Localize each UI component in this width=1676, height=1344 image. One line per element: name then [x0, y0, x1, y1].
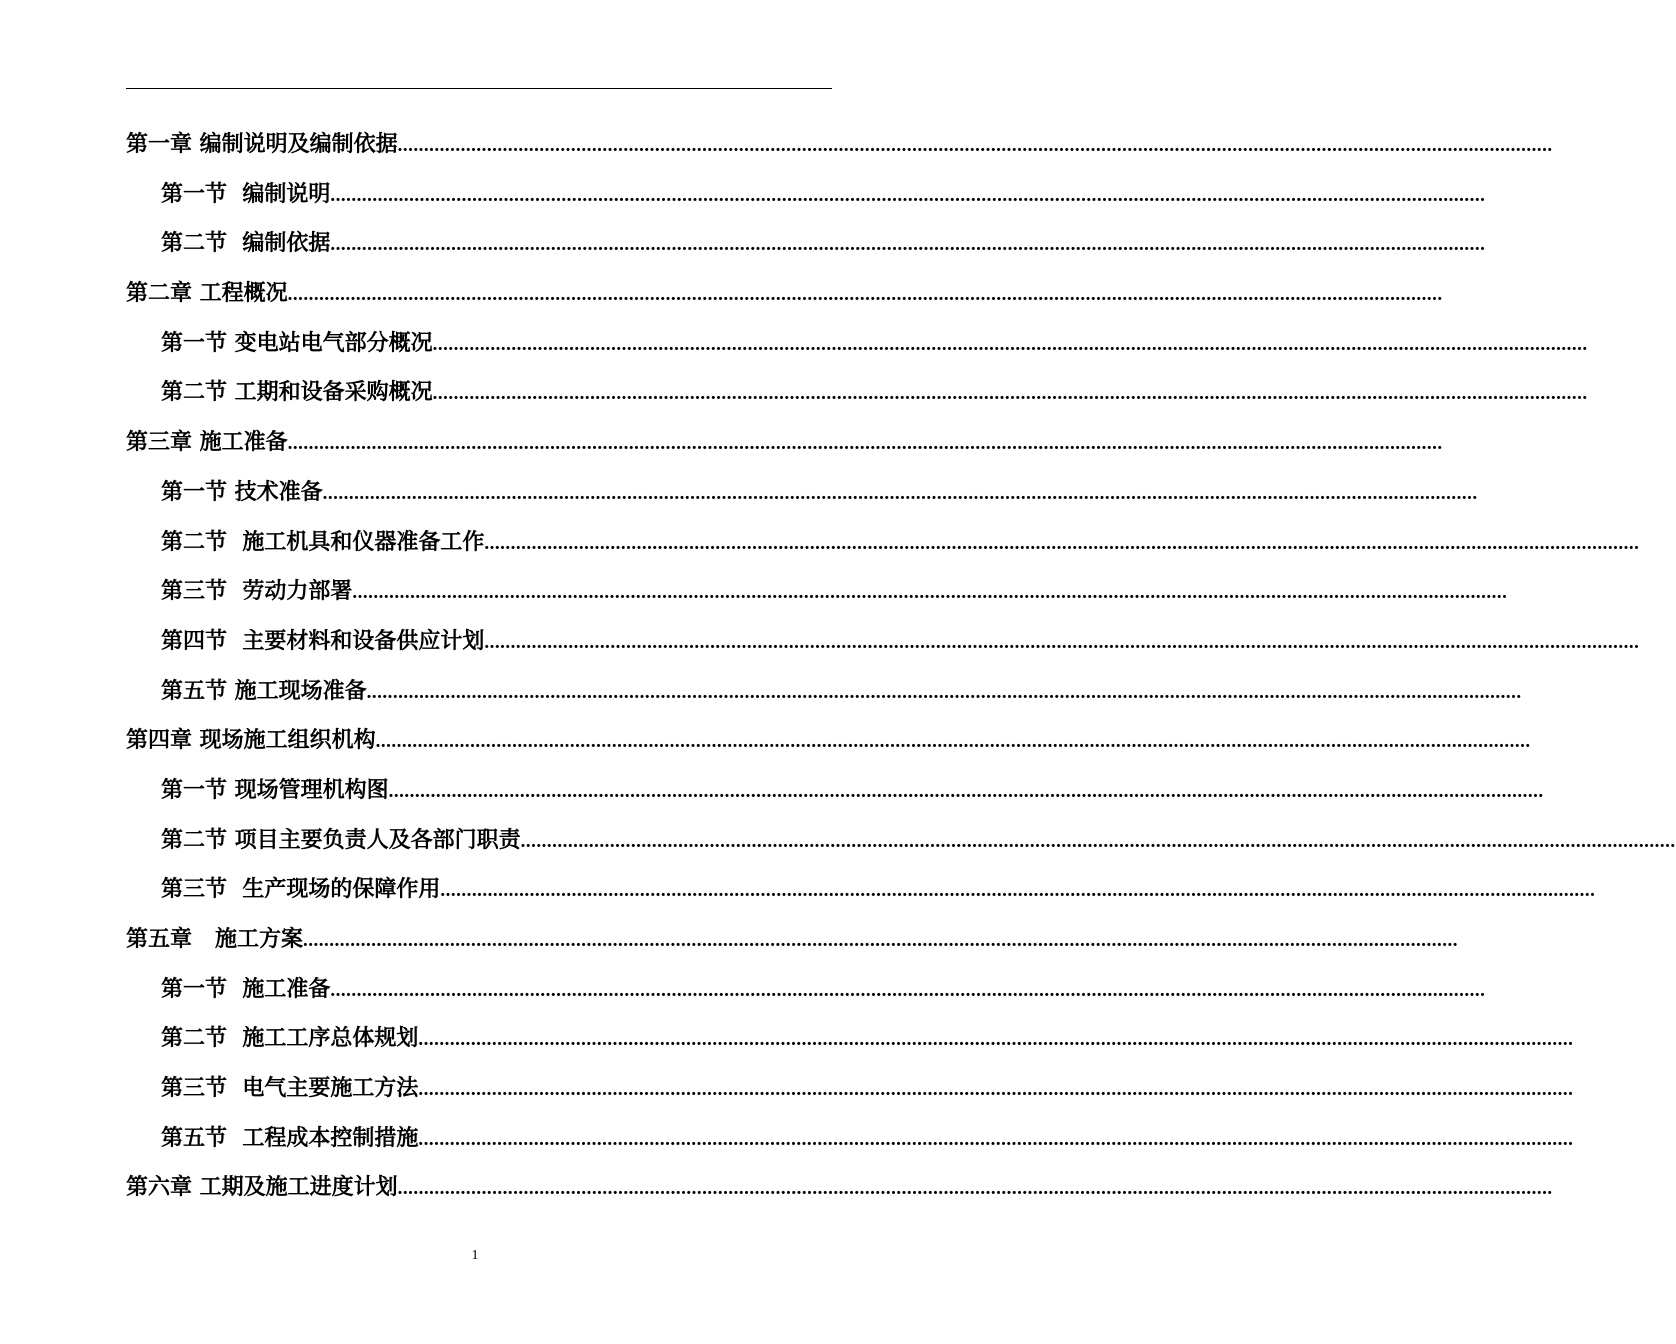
- toc-chapter-entry[interactable]: [126, 418, 1443, 468]
- toc-entry-title: 第三章 施工准备: [126, 430, 288, 456]
- toc-section-entry[interactable]: [126, 1064, 1574, 1114]
- toc-entry-title: 第一节 编制说明: [161, 181, 331, 207]
- toc-dot-leader: ............................................................................................................................................................................................................................: [287, 284, 1443, 306]
- toc-dot-leader: ............................................................................................................................................................................................................................: [388, 780, 1544, 802]
- toc-chapter-entry[interactable]: [126, 120, 1553, 170]
- toc-dot-leader: ............................................................................................................................................................................................................................: [322, 482, 1478, 504]
- header-rule: [126, 88, 832, 89]
- toc-dot-leader: ............................................................................................................................................................................................................................: [330, 234, 1486, 256]
- toc-section-entry[interactable]: [126, 766, 1544, 816]
- toc-chapter-entry[interactable]: [126, 716, 1531, 766]
- toc-dot-leader: ............................................................................................................................................................................................................................: [330, 184, 1486, 206]
- toc-section-entry[interactable]: [126, 170, 1486, 220]
- toc-section-entry[interactable]: [126, 1114, 1574, 1164]
- toc-dot-leader: ............................................................................................................................................................................................................................: [397, 1178, 1553, 1200]
- toc-chapter-entry[interactable]: [126, 1163, 1553, 1213]
- toc-section-entry[interactable]: [126, 567, 1508, 617]
- toc-section-entry[interactable]: [126, 468, 1478, 518]
- toc-section-entry[interactable]: [126, 816, 1676, 866]
- toc-section-entry[interactable]: [126, 1014, 1574, 1064]
- toc-dot-leader: ............................................................................................................................................................................................................................: [432, 383, 1588, 405]
- table-of-contents: [126, 120, 1676, 1213]
- toc-entry-title: 第四章 现场施工组织机构: [126, 728, 376, 754]
- toc-entry-title: 第五章 施工方案: [126, 927, 303, 952]
- toc-entry-title: 第二节 编制依据: [161, 231, 331, 257]
- toc-entry-title: 第一节 技术准备: [161, 479, 323, 505]
- toc-section-entry[interactable]: [126, 518, 1640, 568]
- toc-section-entry[interactable]: [126, 667, 1522, 717]
- toc-dot-leader: ............................................................................................................................................................................................................................: [484, 631, 1640, 653]
- toc-entry-title: 第五节 施工现场准备: [161, 678, 367, 704]
- toc-dot-leader: ............................................................................................................................................................................................................................: [287, 433, 1443, 455]
- toc-dot-leader: ............................................................................................................................................................................................................................: [375, 731, 1531, 753]
- toc-entry-title: 第一章 编制说明及编制依据: [126, 132, 398, 157]
- toc-dot-leader: ............................................................................................................................................................................................................................: [432, 333, 1588, 355]
- toc-dot-leader: ............................................................................................................................................................................................................................: [520, 830, 1676, 852]
- toc-chapter-entry[interactable]: [126, 915, 1458, 965]
- toc-section-entry[interactable]: [126, 617, 1640, 667]
- toc-dot-leader: ............................................................................................................................................................................................................................: [330, 979, 1486, 1001]
- toc-dot-leader: ............................................................................................................................................................................................................................: [418, 1029, 1574, 1051]
- toc-dot-leader: ............................................................................................................................................................................................................................: [397, 135, 1553, 156]
- toc-entry-title: 第三节 生产现场的保障作用: [161, 877, 441, 903]
- toc-entry-title: 第六章 工期及施工进度计划: [126, 1175, 398, 1201]
- toc-section-entry[interactable]: [126, 865, 1596, 915]
- toc-entry-title: 第一节 施工准备: [161, 976, 331, 1002]
- toc-entry-title: 第一节 现场管理机构图: [161, 777, 389, 803]
- toc-entry-title: 第二节 施工工序总体规划: [161, 1026, 419, 1052]
- toc-entry-title: 第五节 工程成本控制措施: [161, 1125, 419, 1151]
- page-number: 1: [471, 1248, 479, 1263]
- toc-entry-title: 第三节 电气主要施工方法: [161, 1076, 419, 1102]
- toc-dot-leader: ............................................................................................................................................................................................................................: [302, 930, 1458, 951]
- toc-dot-leader: ............................................................................................................................................................................................................................: [440, 880, 1596, 902]
- toc-section-entry[interactable]: [126, 368, 1588, 418]
- toc-dot-leader: ............................................................................................................................................................................................................................: [366, 681, 1522, 703]
- toc-entry-title: 第三节 劳动力部署: [161, 579, 353, 605]
- toc-entry-title: 第二章 工程概况: [126, 281, 288, 307]
- toc-entry-title: 第一节 变电站电气部分概况: [161, 330, 433, 356]
- toc-entry-title: 第二节 项目主要负责人及各部门职责: [161, 827, 521, 853]
- toc-entry-title: 第四节 主要材料和设备供应计划: [161, 628, 485, 654]
- toc-section-entry[interactable]: [126, 319, 1588, 369]
- toc-section-entry[interactable]: [126, 219, 1486, 269]
- toc-entry-title: 第二节 工期和设备采购概况: [161, 380, 433, 406]
- toc-dot-leader: ............................................................................................................................................................................................................................: [418, 1079, 1574, 1101]
- toc-dot-leader: ............................................................................................................................................................................................................................: [352, 582, 1508, 604]
- toc-chapter-entry[interactable]: [126, 269, 1443, 319]
- toc-entry-title: 第二节 施工机具和仪器准备工作: [161, 529, 485, 555]
- toc-dot-leader: ............................................................................................................................................................................................................................: [484, 532, 1640, 554]
- toc-dot-leader: ............................................................................................................................................................................................................................: [418, 1128, 1574, 1150]
- toc-section-entry[interactable]: [126, 965, 1486, 1015]
